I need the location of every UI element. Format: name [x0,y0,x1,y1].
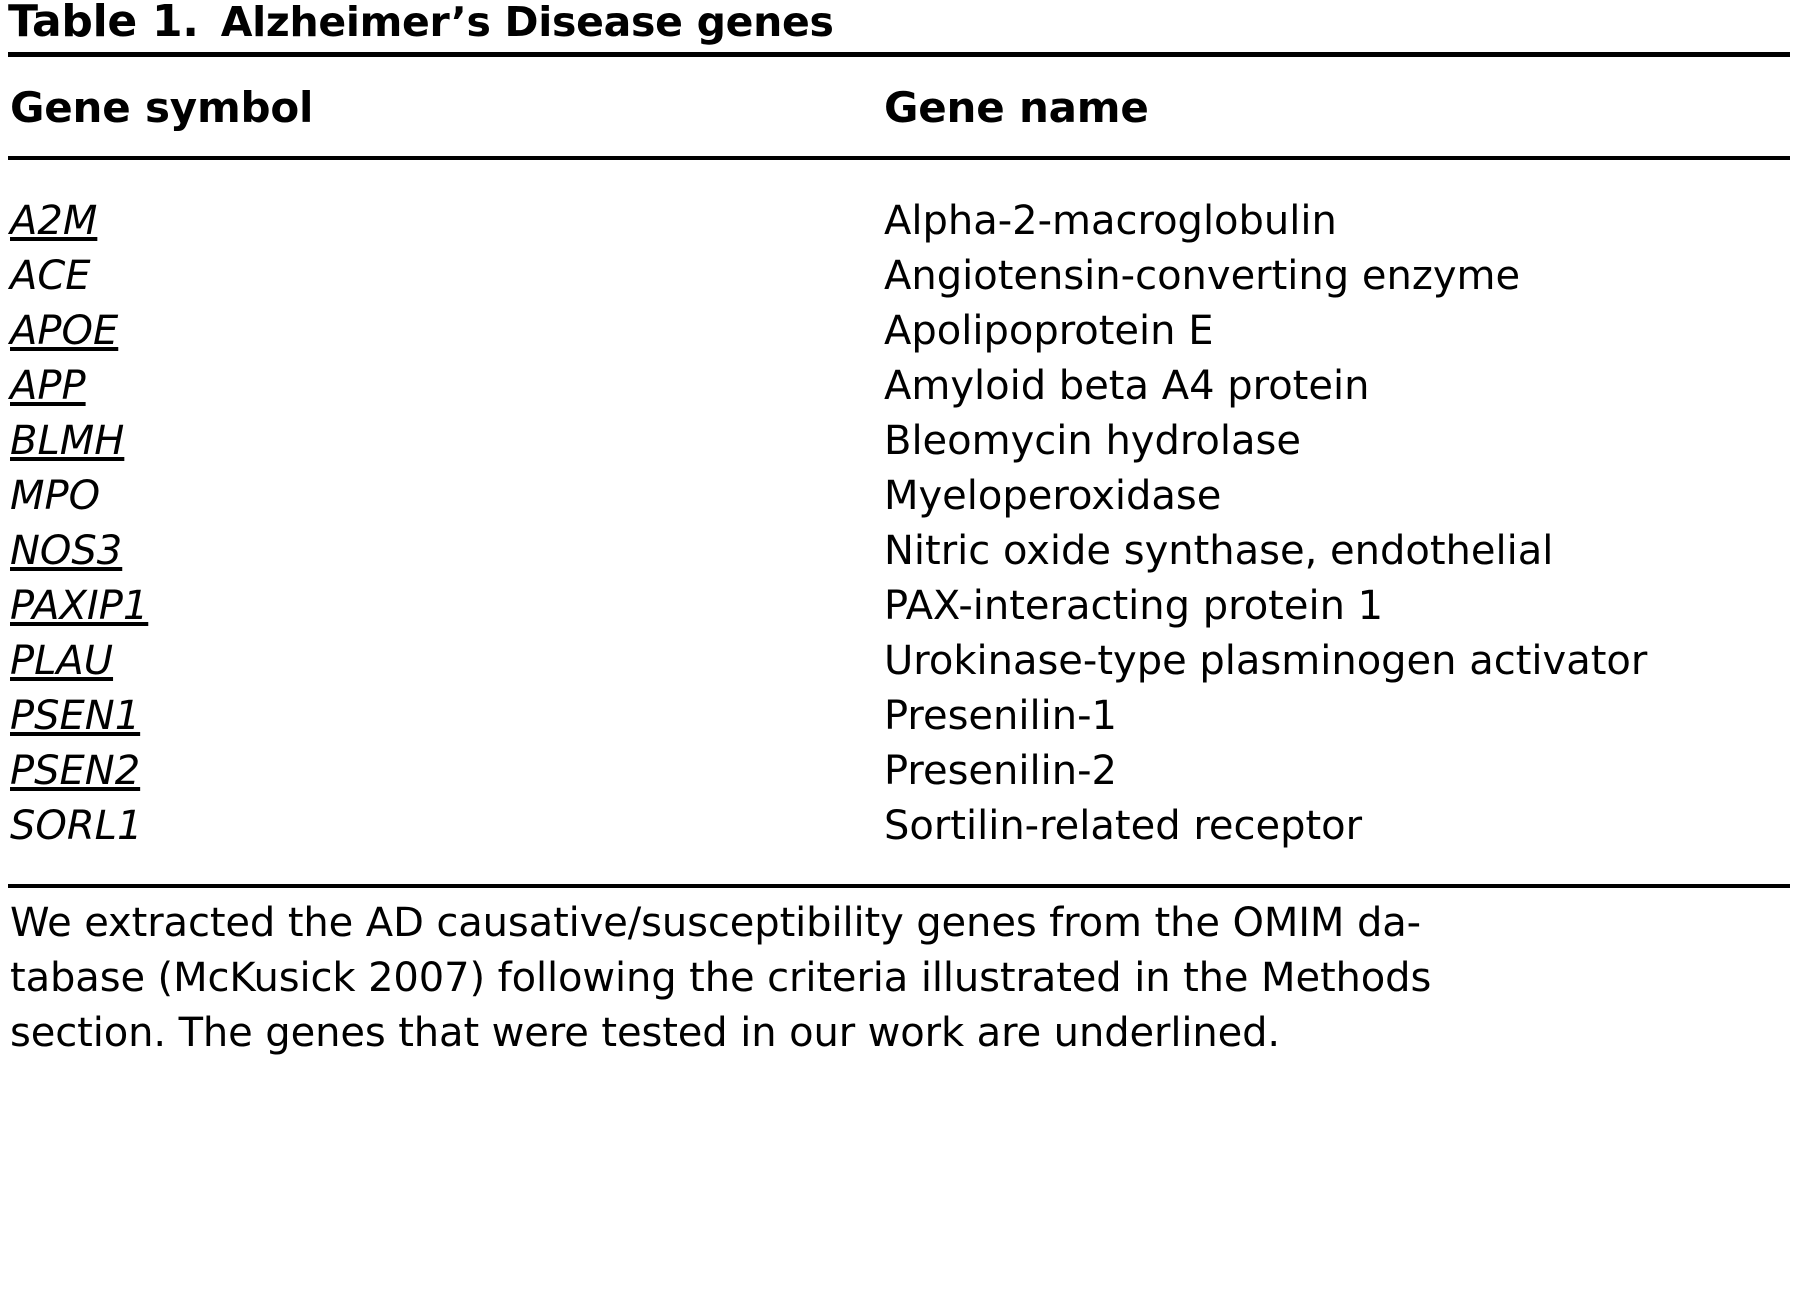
cell-gene-name: Presenilin-2 [884,748,1117,794]
table-row [8,744,1790,799]
gene-symbol-text: APOE [10,308,119,354]
table-footnote [8,888,1790,1061]
table-row [8,304,1790,359]
cell-gene-name: Amyloid beta A4 protein [884,363,1370,409]
cell-gene-symbol [8,799,878,884]
table-row [8,414,1790,469]
column-header-gene-name: Gene name [884,83,1149,132]
cell-gene-symbol [8,524,878,579]
cell-gene-symbol [8,414,878,469]
table-row [8,524,1790,579]
gene-symbol-text: MPO [10,473,101,519]
cell-gene-symbol [8,160,878,249]
gene-symbol-text: PSEN2 [10,748,141,794]
cell-gene-symbol [8,744,878,799]
cell-gene-symbol [8,304,878,359]
gene-symbol-text: NOS3 [10,528,123,574]
cell-gene-name: Sortilin-related receptor [884,803,1363,849]
cell-gene-symbol [8,689,878,744]
cell-gene-symbol [8,634,878,689]
cell-gene-name: Myeloperoxidase [884,473,1222,519]
footnote-line: section. The genes that were tested in our work are underlined. [10,1010,1281,1056]
table-caption-title: Alzheimer’s Disease genes [220,0,834,46]
gene-table-body [8,160,1790,884]
cell-gene-symbol [8,469,878,524]
table-row [8,579,1790,634]
gene-symbol-text: SORL1 [10,803,143,849]
table-row [8,359,1790,414]
gene-symbol-text: A2M [10,198,98,244]
gene-symbol-text: BLMH [10,418,125,464]
gene-symbol-text: PLAU [10,638,114,684]
table-row [8,469,1790,524]
cell-gene-symbol [8,359,878,414]
footnote-line: We extracted the AD causative/susceptibility genes from the OMIM da- [10,900,1421,946]
table-row [8,689,1790,744]
gene-table [8,57,1790,156]
cell-gene-symbol [8,579,878,634]
table-row [8,249,1790,304]
cell-gene-name: Urokinase-type plasminogen activator [884,638,1648,684]
table-caption-label: Table 1. [8,0,199,47]
table-row [8,160,1790,249]
cell-gene-name: PAX-interacting protein 1 [884,583,1384,629]
table-caption [8,0,1790,48]
cell-gene-name: Presenilin-1 [884,693,1117,739]
gene-symbol-text: ACE [10,253,91,299]
cell-gene-symbol [8,249,878,304]
table-row [8,634,1790,689]
column-header-gene-symbol: Gene symbol [10,83,314,132]
table-row [8,799,1790,884]
cell-gene-name: Apolipoprotein E [884,308,1214,354]
cell-gene-name: Alpha-2-macroglobulin [884,198,1337,244]
cell-gene-name: Bleomycin hydrolase [884,418,1301,464]
gene-symbol-text: PAXIP1 [10,583,149,629]
table-header-row [8,57,1790,156]
gene-symbol-text: APP [10,363,86,409]
gene-symbol-text: PSEN1 [10,693,141,739]
footnote-line: tabase (McKusick 2007) following the criteria illustrated in the Methods [10,955,1432,1001]
cell-gene-name: Angiotensin-converting enzyme [884,253,1521,299]
cell-gene-name: Nitric oxide synthase, endothelial [884,528,1554,574]
